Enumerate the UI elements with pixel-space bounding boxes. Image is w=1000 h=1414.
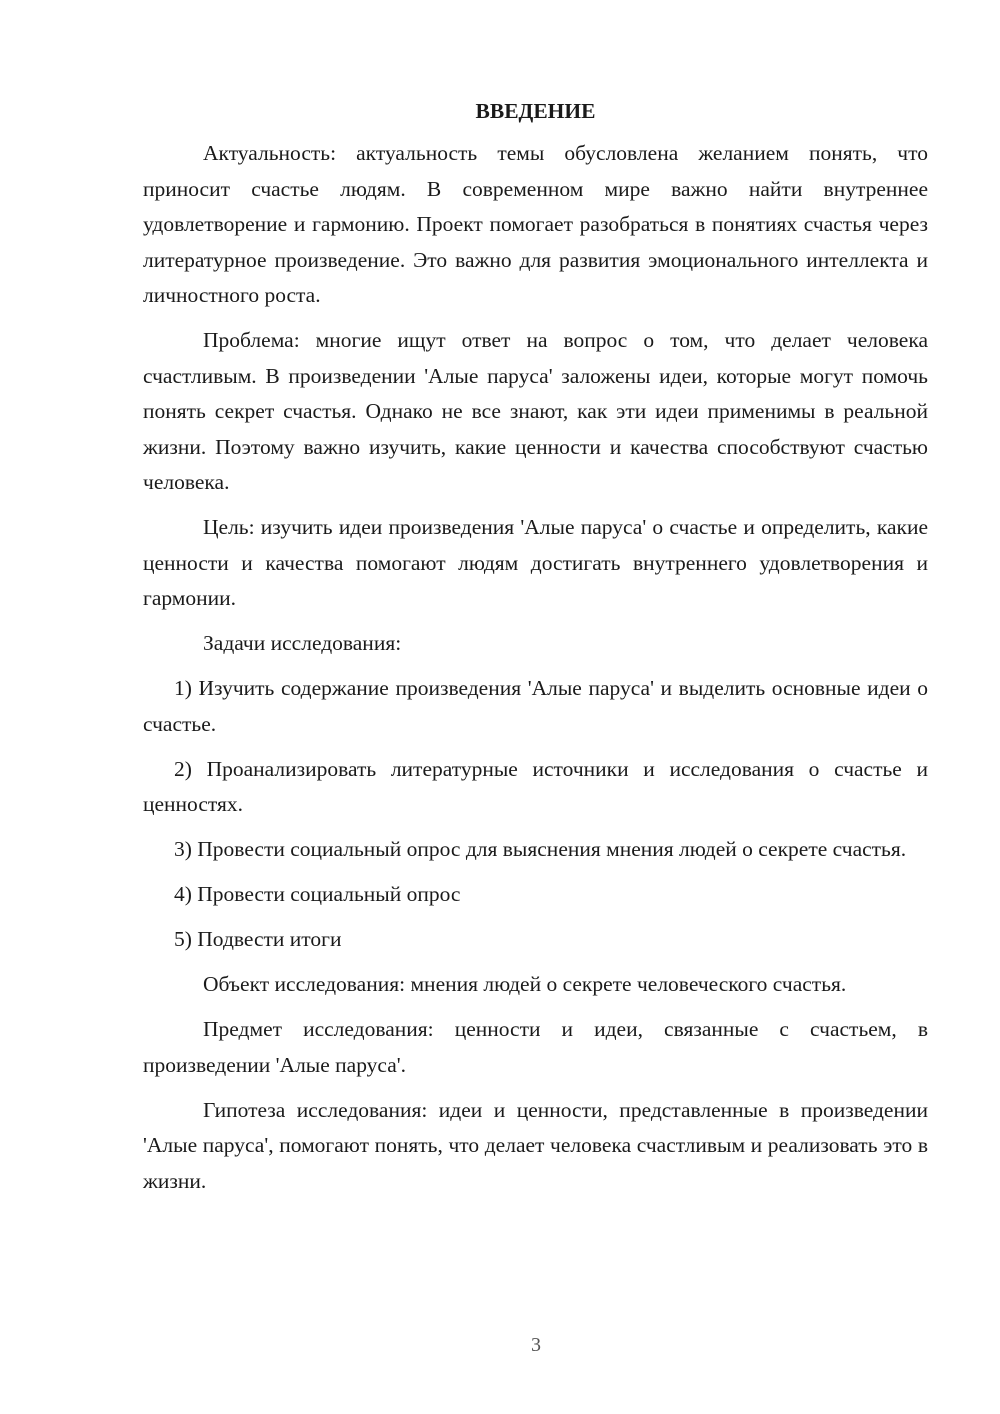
task-item-3: 3) Провести социальный опрос для выяснения мнения людей о секрете счастья. (174, 837, 907, 861)
task-item-5: 5) Подвести итоги (174, 927, 342, 951)
problem-paragraph: Проблема: многие ищут ответ на вопрос о том, что делает человека счастливым. В произведении 'Алые паруса' заложены идеи, которые могут помочь понять секрет счастья. Однако не все знают, как эти идеи применимы в реальной жизни. Поэтому важно изучить, какие ценности и качества способствуют счастью человека. (143, 328, 928, 494)
task-item-2: 2) Проанализировать литературные источники и исследования о счастье и ценностях. (143, 756, 928, 816)
subject-paragraph: Предмет исследования: ценности и идеи, связанные с счастьем, в произведении 'Алые паруса'. (143, 1017, 928, 1077)
object-paragraph: Объект исследования: мнения людей о секрете человеческого счастья. (203, 972, 847, 996)
tasks-heading: Задачи исследования: (203, 631, 402, 655)
page-number: 3 (531, 1334, 541, 1356)
task-item-4: 4) Провести социальный опрос (174, 882, 461, 906)
document-body (143, 94, 928, 1199)
hypothesis-paragraph: Гипотеза исследования: идеи и ценности, представленные в произведении 'Алые паруса', помогают понять, что делает человека счастливым и реализовать это в жизни. (143, 1097, 928, 1193)
task-item-1: 1) Изучить содержание произведения 'Алые паруса' и выделить основные идеи о счастье. (143, 676, 928, 736)
goal-paragraph: Цель: изучить идеи произведения 'Алые паруса' о счастье и определить, какие ценности и качества помогают людям достигать внутреннего удовлетворения и гармонии. (143, 515, 928, 610)
page-title: ВВЕДЕНИЕ (475, 99, 596, 123)
relevance-paragraph: Актуальность: актуальность темы обусловлена желанием понять, что приносит счастье людям. В современном мире важно найти внутреннее удовлетворение и гармонию. Проект помогает разобраться в понятиях счастья через литературное произведение. Это важно для развития эмоционального интеллекта и личностного роста. (143, 141, 928, 307)
